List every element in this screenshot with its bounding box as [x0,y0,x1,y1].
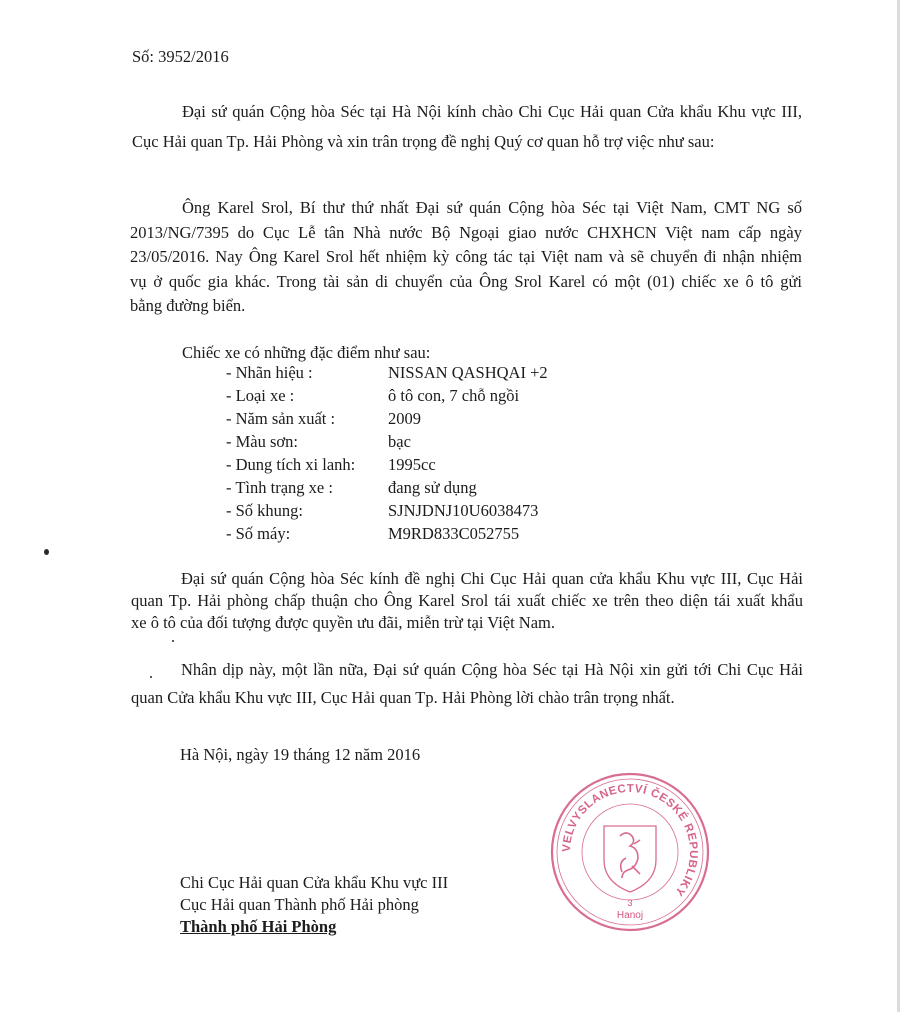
stamp-seal-icon [548,770,712,934]
body-line-4: vụ ở quốc gia khác. Trong tài sản di chuyển của Ông Srol Karel có một (01) chiếc xe ô tô gửi [130,271,802,291]
ink-speck [44,549,49,555]
body-line-3: 23/05/2016. Nay Ông Karel Srol hết nhiệm kỳ công tác tại Việt nam và sẽ chuyển đi nhận nhiệm [130,247,802,266]
coat-of-arms-icon [604,826,656,892]
spec-label: - Số máy: [226,524,291,543]
recipient-line-1: Chi Cục Hải quan Cửa khẩu Khu vực III [180,873,449,892]
recipient-line-2: Cục Hải quan Thành phố Hải phòng [180,895,419,914]
request-line-2: quan Tp. Hải phòng chấp thuận cho Ông Karel Srol tái xuất chiếc xe trên theo diện tái xuất khẩu [131,591,803,610]
body-line-5: bằng đường biển. [130,296,246,315]
ink-speck [172,640,174,642]
stamp-ring-text: VELVYSLANECTVÍ ČESKÉ REPUBLIKY [560,782,700,899]
spec-value: SJNJDNJ10U6038473 [388,501,539,520]
recipient-city: Thành phố Hải Phòng [180,917,337,936]
closing-paragraph [131,656,803,712]
spec-value: ô tô con, 7 chỗ ngồi [388,386,520,405]
spec-label: - Năm sản xuất : [226,409,336,428]
embassy-stamp [548,770,712,934]
request-line-1: Đại sứ quán Cộng hòa Séc kính đề nghị Chi Cục Hải quan cửa khẩu Khu vực III, Cục Hải [181,569,803,588]
spec-value: 1995cc [388,455,436,474]
closing-line-1: Nhân dịp này, một lần nữa, Đại sứ quán Cộng hòa Séc tại Hà Nội xin gửi tới Chi Cục Hải [181,660,803,679]
body-paragraph [130,196,802,319]
intro-line-1: Đại sứ quán Cộng hòa Séc tại Hà Nội kính chào Chi Cục Hải quan Cửa khẩu Khu vực III, [182,102,802,121]
spec-value: bạc [388,432,411,451]
vehicle-intro: Chiếc xe có những đặc điểm như sau: [182,343,431,362]
spec-value: M9RD833C052755 [388,524,520,543]
closing-line-2: quan Cửa khẩu Khu vực III, Cục Hải quan Tp. Hải Phòng lời chào trân trọng nhất. [131,688,675,707]
reference-number: Số: 3952/2016 [132,47,229,66]
recipient-block [180,872,448,938]
intro-line-2: Cục Hải quan Tp. Hải Phòng và xin trân trọng đề nghị Quý cơ quan hỗ trợ việc như sau: [132,131,715,151]
spec-label: - Dung tích xi lanh: [226,455,356,474]
spec-label: - Số khung: [226,501,304,520]
spec-value: NISSAN QASHQAI +2 [388,363,548,382]
spec-label: - Nhãn hiệu : [226,363,313,382]
ink-speck [150,676,152,678]
request-line-3: xe ô tô của đối tượng được quyền ưu đãi, miễn trừ tại Việt Nam. [131,613,556,632]
body-line-2: 2013/NG/7395 do Cục Lễ tân Nhà nước Bộ Ngoại giao nước CHXHCN Việt nam cấp ngày [130,222,802,242]
spec-value: 2009 [388,409,421,428]
stamp-number: 3 [627,898,633,908]
spec-label: - Màu sơn: [226,432,298,451]
spec-label: - Loại xe : [226,386,295,405]
body-line-1: Ông Karel Srol, Bí thư thứ nhất Đại sứ quán Cộng hòa Séc tại Việt Nam, CMT NG số [182,198,802,217]
request-paragraph [131,568,803,634]
stamp-city: Hanoj [616,910,644,921]
place-date: Hà Nội, ngày 19 tháng 12 năm 2016 [180,745,421,764]
intro-paragraph [132,100,802,154]
spec-label: - Tình trạng xe : [226,478,333,497]
spec-value: đang sử dụng [388,478,477,497]
